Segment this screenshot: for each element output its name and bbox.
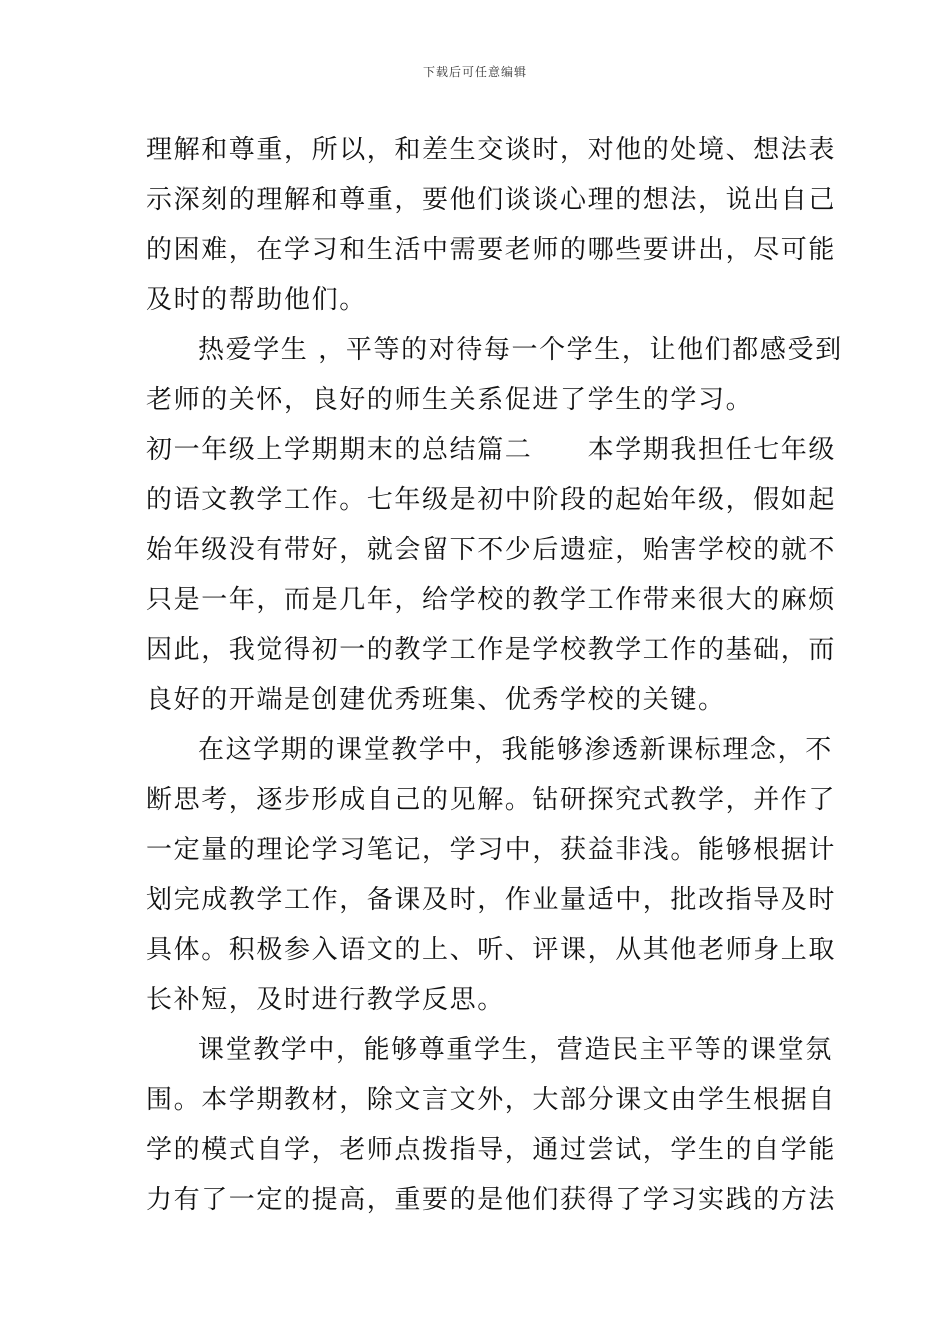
body-line: 示深刻的理解和尊重，要他们谈谈心理的想法，说出自己	[146, 185, 837, 215]
body-line: 及时的帮助他们。	[146, 285, 367, 315]
body-line: 的困难，在学习和生活中需要老师的哪些要讲出，尽可能	[146, 235, 837, 265]
body-line: 具体。积极参入语文的上、听、评课，从其他老师身上取	[146, 935, 837, 965]
body-line: 一定量的理论学习笔记，学习中，获益非浅。能够根据计	[146, 835, 837, 865]
paragraph-first-line: 热爱学生 ，平等的对待每一个学生，让他们都感受到	[198, 335, 843, 365]
body-line: 老师的关怀，良好的师生关系促进了学生的学习。	[146, 385, 754, 415]
body-line: 的语文教学工作。七年级是初中阶段的起始年级，假如起	[146, 485, 837, 515]
page-header: 下载后可任意编辑	[422, 65, 527, 79]
body-line: 始年级没有带好，就会留下不少后遗症，贻害学校的就不	[146, 535, 837, 565]
paragraph-first-line: 课堂教学中，能够尊重学生，营造民主平等的课堂氛	[198, 1035, 833, 1065]
body-line: 只是一年，而是几年，给学校的教学工作带来很大的麻烦	[146, 585, 837, 615]
body-line: 因此，我觉得初一的教学工作是学校教学工作的基础，而	[146, 635, 837, 665]
section-heading-line: 初一年级上学期期末的总结篇二 本学期我担任七年级	[146, 435, 837, 465]
body-line: 力有了一定的提高，重要的是他们获得了学习实践的方法	[146, 1185, 837, 1215]
paragraph-first-line: 在这学期的课堂教学中，我能够渗透新课标理念，不	[198, 735, 833, 765]
body-line: 断思考，逐步形成自己的见解。钻研探究式教学，并作了	[146, 785, 837, 815]
body-line: 良好的开端是创建优秀班集、优秀学校的关键。	[146, 685, 726, 715]
body-line: 长补短，及时进行教学反思。	[146, 985, 505, 1015]
body-line: 理解和尊重，所以，和差生交谈时，对他的处境、想法表	[146, 135, 837, 165]
body-line: 划完成教学工作，备课及时，作业量适中，批改指导及时	[146, 885, 837, 915]
body-line: 围。本学期教材，除文言文外，大部分课文由学生根据自	[146, 1085, 837, 1115]
body-line: 学的模式自学，老师点拨指导，通过尝试，学生的自学能	[146, 1135, 837, 1165]
